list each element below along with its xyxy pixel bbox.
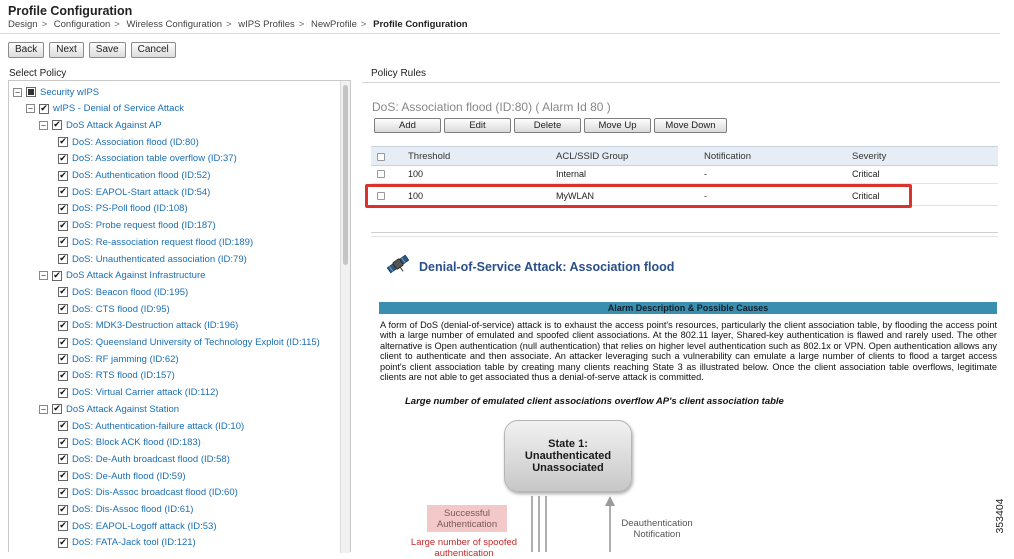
tree-checkbox[interactable]: ✔ [59,504,67,515]
threshold-cell: 100 [408,169,424,179]
tree-item-label: wIPS - Denial of Service Attack [53,103,184,115]
tree-leaf-item[interactable] [58,235,253,249]
tree-group-item[interactable] [39,118,162,132]
tree-leaf-item[interactable] [58,419,244,433]
success-line: Successful [444,507,490,519]
back-button[interactable]: Back [8,42,44,58]
rule-heading: DoS: Association flood (ID:80) ( Alarm Id 80 ) [372,100,611,114]
tree-item-label: DoS: MDK3-Destruction attack (ID:196) [72,320,239,332]
tree-group-item[interactable] [39,269,205,283]
alarm-description-bar: Alarm Description & Possible Causes [379,302,997,314]
tree-item-label: DoS: Beacon flood (ID:195) [72,286,189,298]
diagram-arrows [371,238,1000,552]
tree-item-label: DoS: Association flood (ID:80) [72,136,199,148]
tree-leaf-item[interactable] [58,436,201,450]
tree-checkbox[interactable]: ✔ [59,153,67,164]
next-button[interactable]: Next [49,42,84,58]
tree-checkbox[interactable]: ✔ [59,421,67,431]
tree-leaf-item[interactable] [58,285,188,299]
tree-leaf-item[interactable] [58,219,216,233]
column-header-notification[interactable]: Notification [704,151,751,162]
tree-group-item[interactable] [13,85,99,99]
tree-checkbox[interactable]: ✔ [59,137,67,148]
collapse-icon[interactable]: − [13,88,22,97]
tree-item-label: DoS: EAPOL-Logoff attack (ID:53) [72,520,217,532]
tree-item-label: DoS: Dis-Assoc broadcast flood (ID:60) [72,487,238,499]
tree-item-label: DoS: Authentication flood (ID:52) [72,170,211,181]
breadcrumb-separator: > [226,19,232,30]
select-policy-label: Select Policy [9,68,67,79]
tree-checkbox[interactable]: ✔ [59,170,67,181]
breadcrumb-item-configuration[interactable]: Configuration [53,19,111,30]
tree-item-label: DoS: De-Auth broadcast flood (ID:58) [72,453,230,465]
tree-item-label: DoS: CTS flood (ID:95) [72,303,170,315]
tree-item-label: DoS: Queensland University of Technology Exploit (ID:115) [72,337,320,348]
figure-number: 353404 [994,498,1006,534]
policy-rules-divider [362,82,1000,83]
breadcrumb-item-design[interactable]: Design [8,19,38,30]
tree-checkbox[interactable]: ✔ [59,454,67,465]
move-down-button[interactable]: Move Down [654,118,727,133]
spoof-line: authentication [434,548,494,559]
description-title: Denial-of-Service Attack: Association flood [419,259,675,274]
tree-item-label: DoS Attack Against AP [66,119,162,131]
tree-checkbox[interactable]: ✔ [59,354,67,365]
tree-leaf-item[interactable] [58,319,238,333]
collapse-icon[interactable]: − [39,121,48,130]
collapse-icon[interactable]: − [39,271,48,280]
collapse-icon[interactable]: − [26,104,35,113]
breadcrumb-separator: > [114,19,120,30]
tree-leaf-item[interactable] [58,452,230,466]
breadcrumb-item-newprofile[interactable]: NewProfile [310,19,357,30]
table-row[interactable] [371,164,998,184]
policy-rules-label: Policy Rules [371,68,427,79]
tree-leaf-item[interactable] [58,369,175,383]
tree-item-label: Security wIPS [40,86,100,98]
tree-leaf-item[interactable] [58,469,186,483]
tree-item-label: DoS Attack Against Infrastructure [66,270,206,282]
acl-ssid-group-cell: Internal [556,169,587,179]
tree-checkbox[interactable]: ✔ [59,471,67,482]
collapse-icon[interactable]: − [39,405,48,414]
tree-checkbox[interactable]: ✔ [53,270,61,281]
tree-leaf-item[interactable] [58,486,238,500]
notification-cell: - [704,169,707,179]
tree-leaf-item[interactable] [58,202,188,216]
severity-cell: Critical [852,169,880,179]
row-checkbox[interactable] [377,170,385,178]
deauth-line: Deauthentication [621,518,693,529]
tree-checkbox[interactable]: ✔ [59,437,67,448]
column-header-severity[interactable]: Severity [852,151,887,162]
tree-checkbox[interactable]: ✔ [59,521,67,532]
tree-checkbox[interactable]: ✔ [59,287,67,298]
success-line: Authentication [436,518,498,530]
tree-item-label: DoS: RTS flood (ID:157) [72,370,175,382]
save-button[interactable]: Save [89,42,126,58]
policy-tree [8,80,351,552]
column-header-threshold[interactable]: Threshold [408,151,451,162]
tree-checkbox[interactable]: ✔ [59,337,67,348]
tree-checkbox[interactable]: ✔ [40,103,48,114]
tree-checkbox[interactable]: ✔ [53,120,61,131]
state-line: Unauthenticated [524,450,612,462]
tree-checkbox[interactable]: ✔ [53,404,61,415]
tree-group-item[interactable] [39,402,179,416]
tree-checkbox[interactable]: ✔ [59,220,67,231]
spoof-line: Large number of spoofed [410,537,518,548]
tree-leaf-item[interactable] [58,352,179,366]
tree-item-label: DoS: PS-Poll flood (ID:108) [72,203,188,215]
add-button[interactable]: Add [374,118,441,133]
tree-checkbox[interactable]: ✔ [59,487,67,498]
acl-ssid-group-cell: MyWLAN [556,191,594,201]
breadcrumb-separator: > [298,19,305,30]
tree-checkbox[interactable]: ✔ [59,370,67,381]
tree-leaf-item[interactable] [58,386,218,400]
tree-item-label: DoS: Block ACK flood (ID:183) [72,437,201,449]
breadcrumb-item-wireless-configuration[interactable]: Wireless Configuration [126,19,223,30]
tree-scrollbar-thumb[interactable] [343,85,348,265]
state-line: Unassociated [532,462,604,474]
tree-checkbox[interactable]: ✔ [59,537,67,548]
rules-table-bottom-border [371,236,998,237]
tree-leaf-item[interactable] [58,536,196,550]
tree-leaf-item[interactable] [58,503,193,517]
page-title: Profile Configuration [8,4,133,18]
tree-item-label: DoS: Association table overflow (ID:37) [72,153,237,165]
tree-item-label: DoS: Probe request flood (ID:187) [72,220,216,232]
breadcrumb-current: Profile Configuration [373,19,468,30]
deauth-line: Notification [633,529,681,540]
tree-item-label: DoS: Re-association request flood (ID:189) [72,236,254,248]
tree-checkbox[interactable]: ✔ [59,387,67,398]
breadcrumb-separator: > [360,19,367,30]
tree-scrollbar[interactable] [340,81,350,553]
tree-leaf-item[interactable] [58,336,320,350]
tree-item-label: DoS: Virtual Carrier attack (ID:112) [72,387,219,399]
tree-leaf-item[interactable] [58,519,217,533]
tree-checkbox[interactable]: ✔ [59,320,67,331]
tree-checkbox[interactable]: ✔ [59,187,67,198]
diagram-caption: Large number of emulated client associations overflow AP's client association table [405,396,784,407]
tree-checkbox[interactable]: ✔ [59,254,67,264]
tree-item-label: DoS: EAPOL-Start attack (ID:54) [72,186,211,198]
tree-item-label: DoS: De-Auth flood (ID:59) [72,470,186,482]
select-all-checkbox[interactable] [377,153,385,161]
title-divider [0,33,1000,34]
breadcrumb-separator: > [41,19,48,30]
tree-checkbox[interactable] [26,87,36,97]
tree-item-label: DoS: FATA-Jack tool (ID:121) [72,537,196,549]
tree-checkbox[interactable]: ✔ [59,203,67,214]
cancel-button[interactable]: Cancel [131,42,176,58]
tree-leaf-item[interactable] [58,252,247,266]
threshold-cell: 100 [408,191,424,201]
delete-button[interactable]: Delete [514,118,581,133]
tree-item-label: DoS: Dis-Assoc flood (ID:61) [72,504,194,515]
state-line: State 1: [548,438,588,450]
alarm-description-text: A form of DoS (denial-of-service) attack is to exhaust the access point's resources, particularly the client association table, by flooding the access point with a large number of emulated and spoofed client associations. At the 802.11 layer, Shared-key authentication is flawed and rarely used. The other alternative is Open authentication (null authentication) that relies on higher level authentication such as 802.1x or VPN. Open authentication allows any client to authenticate and then associate. An attacker leveraging such a vulnerability can emulate a large number of clients to flood a target access point's client association table by creating many clients reaching State 3 as illustrated below. Once the client association table overflows, legitimate clients are not able to get associated thus a denial-of-serve attack is committed. [380,320,997,383]
move-up-button[interactable]: Move Up [584,118,651,133]
row-highlight-box [365,184,912,208]
wizard-buttons [8,42,176,58]
tree-item-label: DoS: RF jamming (ID:62) [72,353,179,365]
tree-checkbox[interactable]: ✔ [59,304,67,315]
tree-leaf-item[interactable] [58,135,199,149]
tree-checkbox[interactable]: ✔ [59,237,67,248]
alarm-description-panel [371,238,1000,559]
tree-leaf-item[interactable] [58,169,210,183]
tree-item-label: DoS: Authentication-failure attack (ID:10) [72,420,245,432]
breadcrumb-item-wips-profiles[interactable]: wIPS Profiles [238,19,295,30]
severity-cell: Critical [852,191,880,201]
tree-group-item[interactable] [26,102,184,116]
rules-table-bottom-border [371,232,998,233]
tree-leaf-item[interactable] [58,302,170,316]
tree-leaf-item[interactable] [58,152,237,166]
tree-item-label: DoS Attack Against Station [66,403,180,415]
column-header-acl-ssid-group[interactable]: ACL/SSID Group [556,151,629,162]
breadcrumb [8,19,468,30]
tree-item-label: DoS: Unauthenticated association (ID:79) [72,253,247,265]
notification-cell: - [704,191,707,201]
edit-button[interactable]: Edit [444,118,511,133]
tree-leaf-item[interactable] [58,185,210,199]
rules-toolbar [374,118,727,133]
rules-table-header [371,146,998,166]
